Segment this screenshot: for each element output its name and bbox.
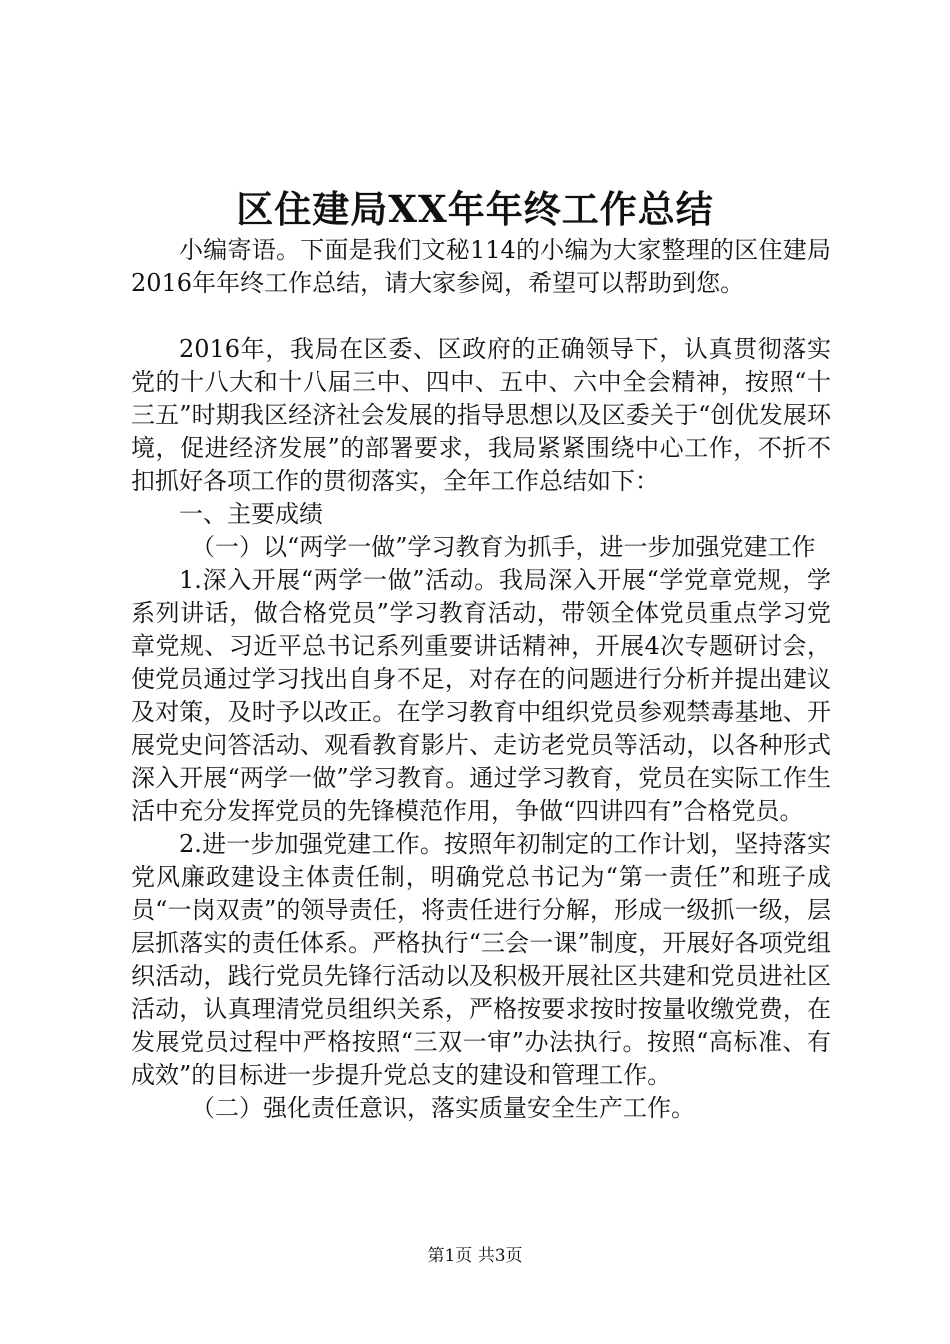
subsection-heading: （二）强化责任意识，落实质量安全生产工作。 bbox=[191, 1094, 695, 1122]
intro-paragraph: 小编寄语。下面是我们文秘114的小编为大家整理的区住建局2016年年终工作总结，请大家参阅，希望可以帮助到您。 bbox=[131, 236, 831, 297]
document-title: 区住建局XX年年终工作总结 bbox=[236, 187, 714, 231]
body-paragraph: 1.深入开展“两学一做”活动。我局深入开展“学党章党规，学系列讲话，做合格党员”学习教育活动，带领全体党员重点学习党章党规、习近平总书记系列重要讲话精神，开展4次专题研讨会，使党员通过学习找出自身不足，对存在的问题进行分析并提出建议及对策，及时予以改正。在学习教育中组织党员参观禁毒基地、开展党史问答活动、观看教育影片、走访老党员等活动，以各种形式深入开展“两学一做”学习教育。通过学习教育，党员在实际工作生活中充分发挥党员的先锋模范作用，争做“四讲四有”合格党员。 bbox=[131, 566, 831, 825]
subsection-heading: （一）以“两学一做”学习教育为抓手，进一步加强党建工作 bbox=[191, 533, 816, 561]
page-footer: 第1页 共3页 bbox=[427, 1246, 523, 1266]
document-body bbox=[131, 234, 831, 1125]
section-heading: 一、主要成绩 bbox=[179, 500, 323, 528]
paragraph-gap bbox=[131, 300, 831, 333]
summary-paragraph: 2016年，我局在区委、区政府的正确领导下，认真贯彻落实党的十八大和十八届三中、四中、五中、六中全会精神，按照“十三五”时期我区经济社会发展的指导思想以及区委关于“创优发展环境，促进经济发展”的部署要求，我局紧紧围绕中心工作，不折不扣抓好各项工作的贯彻落实，全年工作总结如下： bbox=[131, 335, 831, 495]
body-paragraph: 2.进一步加强党建工作。按照年初制定的工作计划，坚持落实党风廉政建设主体责任制，明确党总书记为“第一责任”和班子成员“一岗双责”的领导责任，将责任进行分解，形成一级抓一级，层层抓落实的责任体系。严格执行“三会一课”制度，开展好各项党组织活动，践行党员先锋行活动以及积极开展社区共建和党员进社区活动，认真理清党员组织关系，严格按要求按时按量收缴党费，在发展党员过程中严格按照“三双一审”办法执行。按照“高标准、有成效”的目标进一步提升党总支的建设和管理工作。 bbox=[131, 830, 831, 1089]
